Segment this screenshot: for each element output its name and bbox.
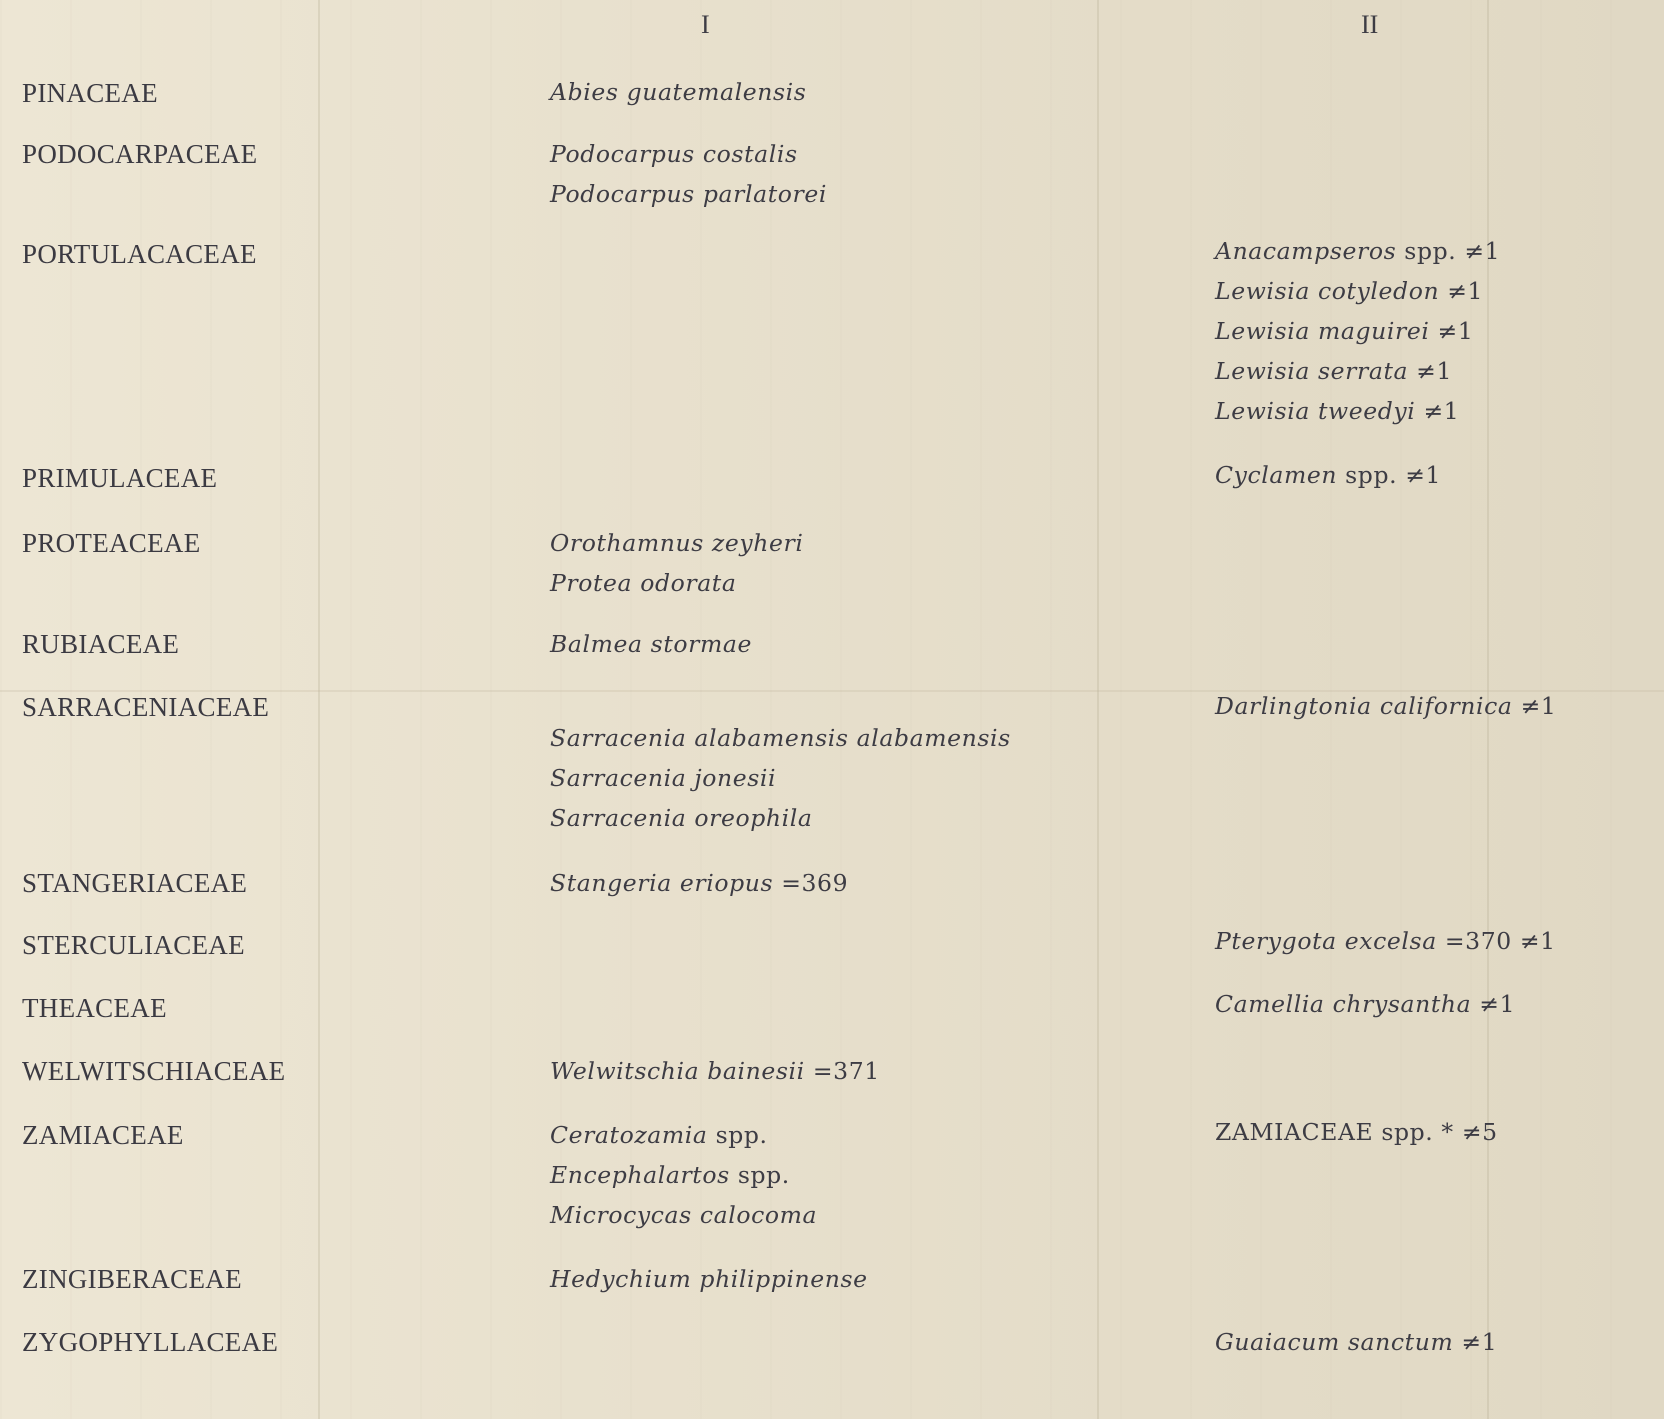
species-entry: [550, 624, 752, 664]
species-annotation: ≠1: [1408, 357, 1453, 385]
species-annotation: spp. ≠1: [1396, 237, 1501, 265]
species-entry: [550, 798, 1011, 838]
species-name: Balmea stormae: [550, 630, 752, 658]
species-name: Ceratozamia: [550, 1121, 708, 1149]
family-name: RUBIACEAE: [22, 629, 180, 659]
species-name: Encephalartos: [550, 1161, 730, 1189]
species-name: Lewisia maguirei: [1215, 317, 1430, 345]
species-annotation: ZAMIACEAE spp. * ≠5: [1215, 1118, 1498, 1146]
species-annotation: spp.: [729, 1161, 790, 1189]
species-entry: [1215, 1322, 1497, 1362]
species-name: Sarracenia alabamensis alabamensis: [550, 724, 1011, 752]
species-entry: [1215, 984, 1515, 1024]
family-name: ZAMIACEAE: [22, 1120, 184, 1150]
species-entry: [1215, 271, 1500, 311]
species-list-col2: [1215, 1112, 1498, 1152]
column-header-i: I: [701, 10, 710, 39]
family-name: SARRACENIACEAE: [22, 692, 270, 722]
species-list-col1: [550, 1115, 817, 1235]
species-annotation: ≠1: [1415, 397, 1460, 425]
species-annotation: =369: [773, 869, 849, 897]
species-annotation: ≠1: [1471, 990, 1516, 1018]
species-entry: [550, 863, 848, 903]
species-list-col2: [1215, 231, 1500, 431]
species-list-col2: [1215, 686, 1556, 726]
family-name: PRIMULACEAE: [22, 463, 218, 493]
column-header-ii: II: [1361, 10, 1379, 39]
species-list-col1: [550, 72, 806, 112]
paper-fold: [318, 0, 320, 1419]
species-annotation: =370 ≠1: [1436, 927, 1556, 955]
species-entry: [1215, 686, 1556, 726]
species-list-col1: [550, 1051, 880, 1091]
species-name: Camellia chrysantha: [1215, 990, 1472, 1018]
species-entry: [1215, 231, 1500, 271]
species-list-col2: [1215, 455, 1441, 495]
species-entry: [550, 174, 827, 214]
species-name: Hedychium philippinense: [550, 1265, 868, 1293]
family-name: WELWITSCHIACEAE: [22, 1056, 286, 1086]
species-name: Abies guatemalensis: [550, 78, 807, 106]
species-name: Guaiacum sanctum: [1215, 1328, 1454, 1356]
species-list-col2: [1215, 984, 1515, 1024]
species-name: Sarracenia oreophila: [550, 804, 813, 832]
species-entry: [550, 718, 1011, 758]
species-name: Darlingtonia californica: [1215, 692, 1513, 720]
species-list-col1: [550, 624, 752, 664]
species-name: Lewisia tweedyi: [1215, 397, 1416, 425]
species-annotation: ≠1: [1512, 692, 1557, 720]
species-name: Orothamnus zeyheri: [550, 529, 804, 557]
species-name: Welwitschia bainesii: [550, 1057, 805, 1085]
paper-fold: [1097, 0, 1099, 1419]
species-name: Podocarpus parlatorei: [550, 180, 827, 208]
species-entry: [550, 72, 806, 112]
species-entry: [550, 563, 803, 603]
species-list-col1: [550, 718, 1011, 838]
species-entry: [550, 523, 803, 563]
species-annotation: ≠1: [1439, 277, 1484, 305]
species-list-col1: [550, 1259, 868, 1299]
species-list-col2: [1215, 1322, 1497, 1362]
species-list-col1: [550, 134, 827, 214]
species-name: Pterygota excelsa: [1215, 927, 1437, 955]
species-entry: [1215, 391, 1500, 431]
family-name: PINACEAE: [22, 78, 158, 108]
species-entry: [550, 1195, 817, 1235]
species-entry: [1215, 921, 1556, 961]
species-list-col2: [1215, 921, 1556, 961]
species-annotation: =371: [804, 1057, 880, 1085]
species-list-col1: [550, 863, 848, 903]
species-entry: [550, 1115, 817, 1155]
species-name: Cyclamen: [1215, 461, 1338, 489]
species-annotation: spp. ≠1: [1337, 461, 1442, 489]
species-name: Stangeria eriopus: [550, 869, 774, 897]
species-name: Podocarpus costalis: [550, 140, 798, 168]
species-annotation: spp.: [707, 1121, 768, 1149]
family-name: THEACEAE: [22, 993, 167, 1023]
species-entry: [550, 1155, 817, 1195]
family-name: STERCULIACEAE: [22, 930, 245, 960]
species-name: Anacampseros: [1215, 237, 1397, 265]
species-entry: [550, 1259, 868, 1299]
species-annotation: ≠1: [1429, 317, 1474, 345]
family-name: PODOCARPACEAE: [22, 139, 258, 169]
family-name: PROTEACEAE: [22, 528, 201, 558]
species-name: Microcycas calocoma: [550, 1201, 818, 1229]
species-entry: [550, 758, 1011, 798]
species-entry: [1215, 351, 1500, 391]
species-list-col1: [550, 523, 803, 603]
species-name: Lewisia serrata: [1215, 357, 1409, 385]
species-name: Sarracenia jonesii: [550, 764, 777, 792]
species-entry: [1215, 1112, 1498, 1152]
family-name: ZYGOPHYLLACEAE: [22, 1327, 279, 1357]
species-name: Lewisia cotyledon: [1215, 277, 1440, 305]
species-annotation: ≠1: [1453, 1328, 1498, 1356]
species-entry: [1215, 455, 1441, 495]
species-entry: [550, 1051, 880, 1091]
family-name: STANGERIACEAE: [22, 868, 248, 898]
species-name: Protea odorata: [550, 569, 737, 597]
species-entry: [1215, 311, 1500, 351]
family-name: ZINGIBERACEAE: [22, 1264, 242, 1294]
family-name: PORTULACACEAE: [22, 239, 257, 269]
species-entry: [550, 134, 827, 174]
